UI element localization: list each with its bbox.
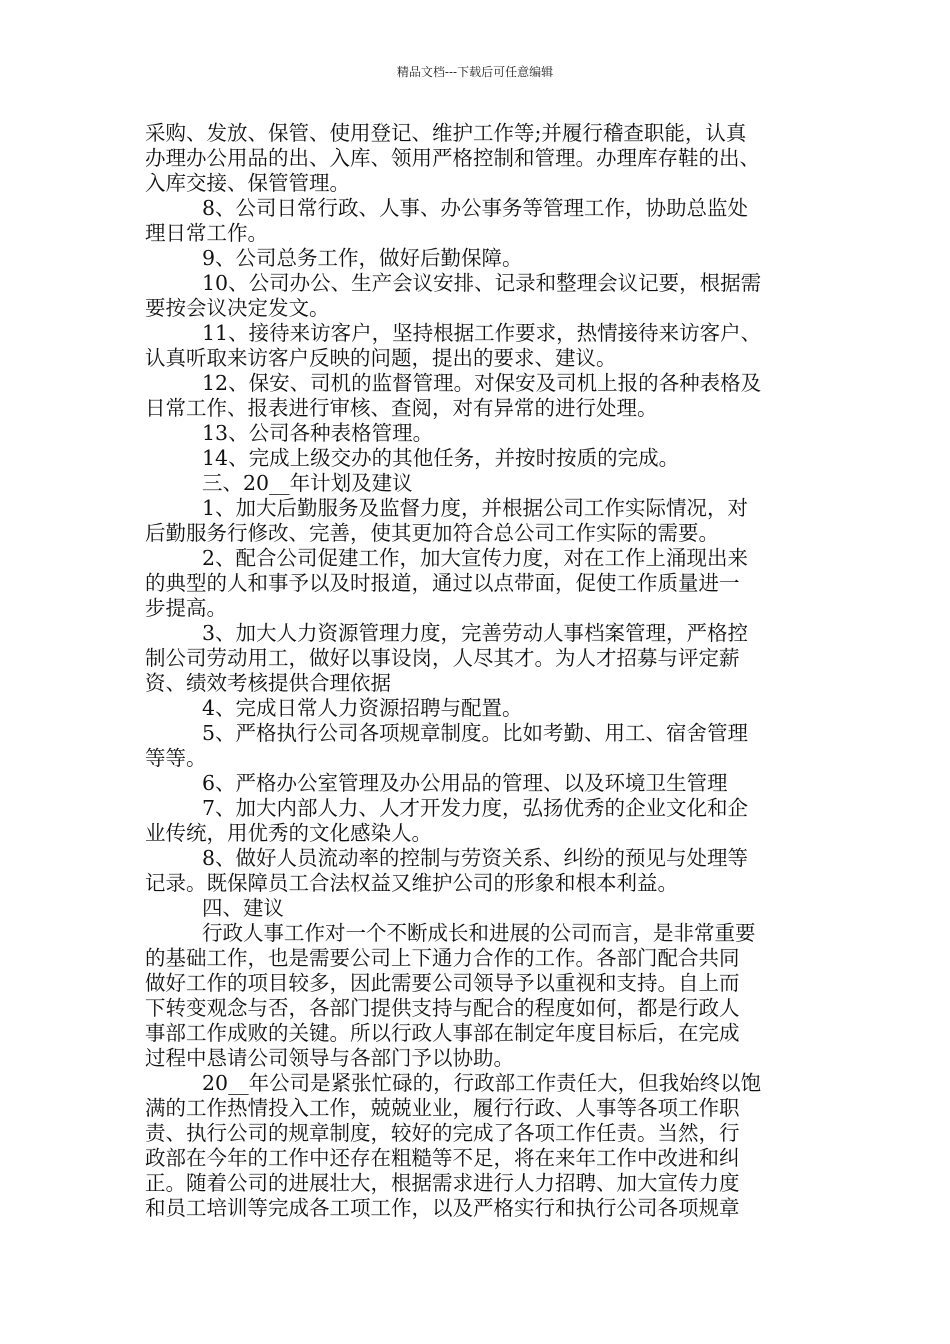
text-line: 2、配合公司促建工作，加大宣传力度，对在工作上涌现出来 xyxy=(202,546,749,570)
text-line: 四、建议 xyxy=(202,896,284,920)
text-line: 20__年公司是紧张忙碌的，行政部工作责任大，但我始终以饱 xyxy=(202,1071,762,1095)
text-line: 8、做好人员流动率的控制与劳资关系、纠纷的预见与处理等 xyxy=(202,846,749,870)
text-line: 4、完成日常人力资源招聘与配置。 xyxy=(202,696,523,720)
text-line: 的典型的人和事予以及时报道，通过以点带面，促使工作质量进一 xyxy=(145,571,740,595)
page-header: 精品文档---下载后可任意编辑 xyxy=(396,65,554,79)
text-line: 3、加大人力资源管理力度，完善劳动人事档案管理，严格控 xyxy=(202,621,749,645)
text-line: 要按会议决定发文。 xyxy=(145,296,330,320)
text-line: 事部工作成败的关键。所以行政人事部在制定年度目标后，在完成 xyxy=(145,1021,740,1045)
text-line: 记录。既保障员工合法权益又维护公司的形象和根本利益。 xyxy=(145,871,678,895)
text-line: 的基础工作，也是需要公司上下通力合作的工作。各部门配合共同 xyxy=(145,946,740,970)
document-body xyxy=(145,121,810,1221)
text-line: 行政人事工作对一个不断成长和进展的公司而言，是非常重要 xyxy=(202,921,756,945)
text-line: 7、加大内部人力、人才开发力度，弘扬优秀的企业文化和企 xyxy=(202,796,749,820)
text-line: 过程中恳请公司领导与各部门予以协助。 xyxy=(145,1046,514,1070)
text-line: 三、20__年计划及建议 xyxy=(202,471,413,495)
text-line: 采购、发放、保管、使用登记、维护工作等;并履行稽查职能，认真 xyxy=(145,121,747,145)
text-line: 10、公司办公、生产会议安排、记录和整理会议记要，根据需 xyxy=(202,271,762,295)
text-line: 业传统，用优秀的文化感染人。 xyxy=(145,821,432,845)
text-line: 1、加大后勤服务及监督力度，并根据公司工作实际情况，对 xyxy=(202,496,749,520)
text-line: 正。随着公司的进展壮大，根据需求进行人力招聘、加大宣传力度 xyxy=(145,1171,740,1195)
text-line: 和员工培训等完成各工项工作，以及严格实行和执行公司各项规章 xyxy=(145,1196,740,1220)
text-line: 9、公司总务工作，做好后勤保障。 xyxy=(202,246,523,270)
text-line: 日常工作、报表进行审核、查阅，对有异常的进行处理。 xyxy=(145,396,658,420)
text-line: 12、保安、司机的监督管理。对保安及司机上报的各种表格及 xyxy=(202,371,762,395)
text-line: 政部在今年的工作中还存在粗糙等不足，将在来年工作中改进和纠 xyxy=(145,1146,740,1170)
text-line: 11、接待来访客户，坚持根据工作要求，热情接待来访客户、 xyxy=(202,321,762,345)
text-line: 做好工作的项目较多，因此需要公司领导予以重视和支持。自上而 xyxy=(145,971,740,995)
text-line: 办理办公用品的出、入库、领用严格控制和管理。办理库存鞋的出、 xyxy=(145,146,760,170)
text-line: 14、完成上级交办的其他任务，并按时按质的完成。 xyxy=(202,446,680,470)
text-line: 下转变观念与否，各部门提供支持与配合的程度如何，都是行政人 xyxy=(145,996,740,1020)
text-line: 13、公司各种表格管理。 xyxy=(202,421,434,445)
text-line: 认真听取来访客户反映的问题，提出的要求、建议。 xyxy=(145,346,617,370)
text-line: 等等。 xyxy=(145,746,207,770)
text-line: 步提高。 xyxy=(145,596,227,620)
text-line: 满的工作热情投入工作，兢兢业业，履行行政、人事等各项工作职 xyxy=(145,1096,740,1120)
text-line: 6、严格办公室管理及办公用品的管理、以及环境卫生管理 xyxy=(202,771,728,795)
text-line: 资、绩效考核提供合理依据 xyxy=(145,671,391,695)
text-line: 5、严格执行公司各项规章制度。比如考勤、用工、宿舍管理 xyxy=(202,721,749,745)
text-line: 入库交接、保管管理。 xyxy=(145,171,350,195)
text-line: 责、执行公司的规章制度，较好的完成了各项工作任责。当然，行 xyxy=(145,1121,740,1145)
text-line: 理日常工作。 xyxy=(145,221,268,245)
text-line: 制公司劳动用工，做好以事设岗，人尽其才。为人才招募与评定薪 xyxy=(145,646,740,670)
text-line: 后勤服务行修改、完善，使其更加符合总公司工作实际的需要。 xyxy=(145,521,719,545)
text-line: 8、公司日常行政、人事、办公事务等管理工作，协助总监处 xyxy=(202,196,749,220)
